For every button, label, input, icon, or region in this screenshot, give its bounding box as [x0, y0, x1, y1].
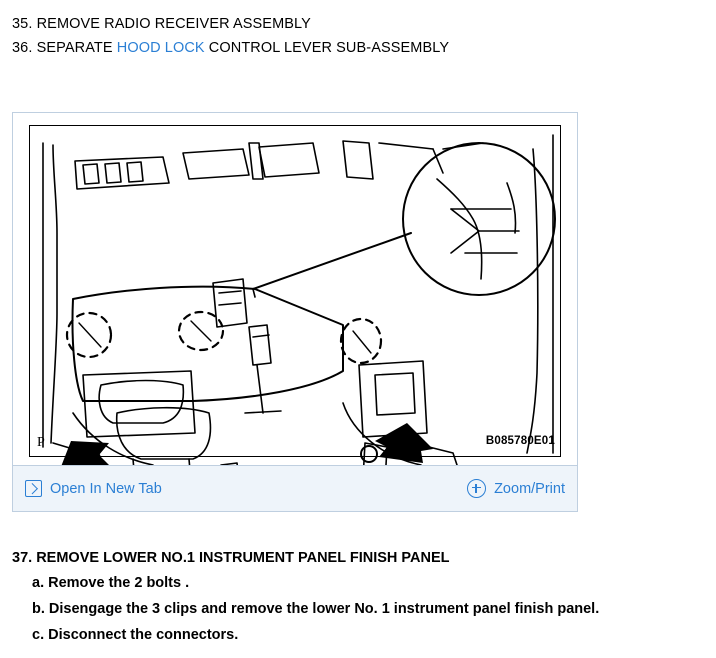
zoom-print-button[interactable]: [467, 479, 565, 498]
step-35-text: REMOVE RADIO RECEIVER ASSEMBLY: [36, 16, 311, 32]
open-in-new-tab-icon: [25, 480, 42, 497]
step-35: [12, 12, 716, 36]
open-in-new-tab-button[interactable]: [25, 480, 162, 497]
hood-lock-link[interactable]: HOOD LOCK: [116, 40, 205, 56]
step-36-text-pre: SEPARATE: [36, 40, 117, 56]
step-35-number: 35.: [12, 16, 33, 32]
figure-panel: [12, 112, 578, 512]
figure-image[interactable]: [13, 113, 577, 465]
substep-c-text: Disconnect the connectors.: [48, 627, 239, 643]
substep-a: [12, 570, 702, 596]
step-37: [12, 546, 702, 570]
substep-b-letter: b.: [32, 601, 45, 617]
substep-a-letter: a.: [32, 575, 45, 591]
substep-c: [12, 622, 702, 648]
substep-a-text: Remove the 2 bolts .: [48, 575, 190, 591]
steps-bottom-list: [12, 546, 702, 648]
step-36-number: 36.: [12, 40, 33, 56]
substep-b-text: Disengage the 3 clips and remove the lower No. 1 instrument panel finish panel.: [48, 601, 600, 617]
substep-c-letter: c.: [32, 627, 45, 643]
zoom-plus-icon: [467, 479, 486, 498]
figure-code: B085780E01: [485, 435, 555, 447]
steps-top-list: [0, 0, 716, 60]
instrument-panel-diagram: [13, 113, 577, 465]
figure-corner-letter: P: [37, 435, 45, 450]
figure-toolbar: [13, 465, 577, 511]
step-36: [12, 36, 716, 60]
substep-b: [12, 596, 702, 622]
zoom-print-label: Zoom/Print: [494, 480, 565, 497]
open-in-new-tab-label: Open In New Tab: [50, 480, 162, 497]
step-37-number: 37.: [12, 550, 33, 566]
step-37-title: REMOVE LOWER NO.1 INSTRUMENT PANEL FINISH PANEL: [36, 550, 450, 566]
step-36-text-post: CONTROL LEVER SUB-ASSEMBLY: [204, 40, 450, 56]
